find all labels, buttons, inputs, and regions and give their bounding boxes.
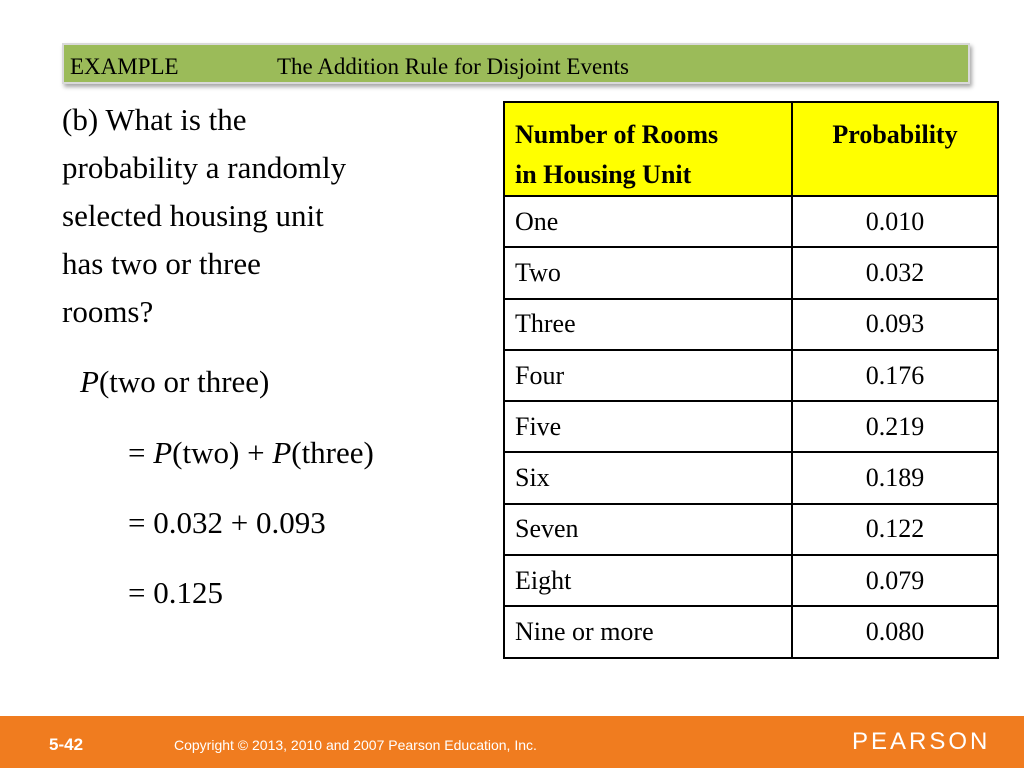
probability-cell: 0.032	[792, 247, 998, 298]
rooms-cell: Six	[504, 452, 792, 503]
pearson-logo: PEARSON	[852, 728, 991, 755]
probability-cell: 0.079	[792, 555, 998, 606]
rooms-cell: Eight	[504, 555, 792, 606]
table-row	[504, 555, 998, 606]
rooms-cell: One	[504, 196, 792, 247]
rooms-cell: Two	[504, 247, 792, 298]
probability-cell: 0.010	[792, 196, 998, 247]
example-label: EXAMPLE	[70, 54, 179, 79]
calc-line-1: P(two or three)	[80, 364, 270, 399]
calc-line-4: = 0.125	[128, 575, 223, 610]
probability-cell: 0.219	[792, 401, 998, 452]
question-line: (b) What is the	[62, 102, 247, 137]
header-probability: Probability	[792, 102, 998, 196]
rooms-cell: Seven	[504, 504, 792, 555]
probability-cell: 0.080	[792, 606, 998, 657]
rooms-cell: Nine or more	[504, 606, 792, 657]
question-line: has two or three	[62, 246, 261, 281]
probability-table	[503, 101, 999, 659]
footer-bar	[0, 716, 1024, 768]
title-bar	[62, 43, 970, 84]
header-rooms: Number of Rooms in Housing Unit	[504, 102, 792, 196]
table-row	[504, 299, 998, 350]
probability-cell: 0.093	[792, 299, 998, 350]
rooms-cell: Four	[504, 350, 792, 401]
slide-title: The Addition Rule for Disjoint Events	[277, 54, 629, 79]
question-line: rooms?	[62, 294, 154, 329]
rooms-cell: Five	[504, 401, 792, 452]
table-row	[504, 606, 998, 657]
probability-cell: 0.189	[792, 452, 998, 503]
table-row	[504, 401, 998, 452]
table-row	[504, 350, 998, 401]
table-row	[504, 247, 998, 298]
probability-cell: 0.176	[792, 350, 998, 401]
slide-number: 5-42	[49, 735, 84, 754]
calc-line-2: = P(two) + P(three)	[128, 435, 374, 470]
table-row	[504, 504, 998, 555]
table-row	[504, 452, 998, 503]
table-header-row	[504, 102, 998, 196]
question-line: selected housing unit	[62, 198, 324, 233]
question-text	[62, 96, 462, 336]
copyright-text: Copyright © 2013, 2010 and 2007 Pearson Education, Inc.	[174, 737, 537, 753]
probability-cell: 0.122	[792, 504, 998, 555]
question-line: probability a randomly	[62, 150, 347, 185]
rooms-cell: Three	[504, 299, 792, 350]
calc-line-3: = 0.032 + 0.093	[128, 505, 326, 540]
table-row	[504, 196, 998, 247]
